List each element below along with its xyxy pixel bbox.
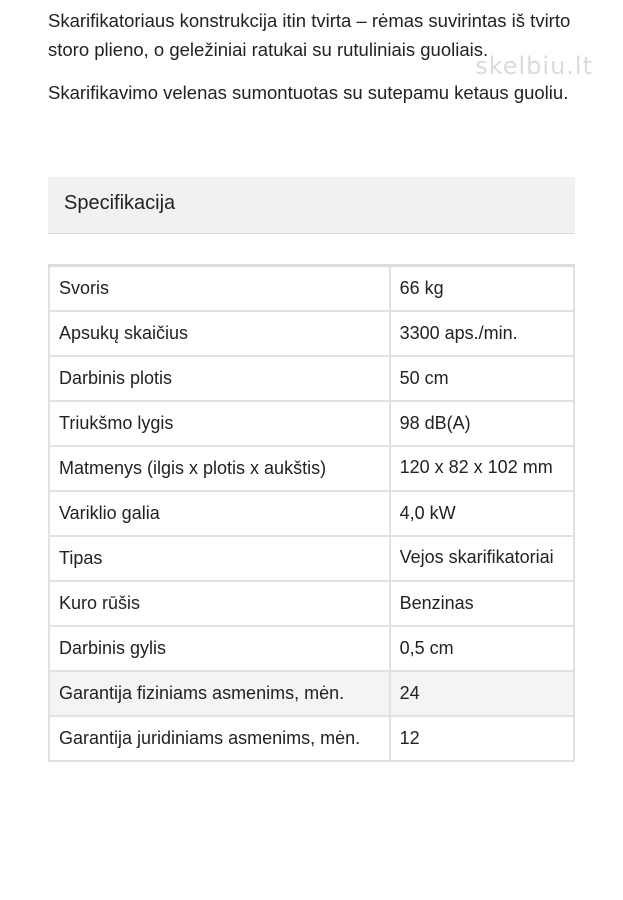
spec-value: 3300 aps./min. — [390, 311, 574, 356]
spec-label: Garantija juridiniams asmenims, mėn. — [49, 716, 390, 761]
spec-label: Triukšmo lygis — [49, 401, 390, 446]
spec-value: 120 x 82 x 102 mm — [390, 446, 574, 491]
spec-row — [49, 626, 574, 671]
description-paragraph-2: Skarifikavimo velenas sumontuotas su sutepamu ketaus guoliu. — [48, 82, 569, 103]
spec-section-title: Specifikacija — [64, 192, 176, 214]
spec-label: Kuro rūšis — [49, 581, 390, 626]
spec-label: Matmenys (ilgis x plotis x aukštis) — [49, 446, 390, 491]
description-paragraph-1: Skarifikatoriaus konstrukcija itin tvirta – rėmas suvirintas iš tvirto storo plieno, o geležiniai ratukai su rutuliniais guoliais. — [48, 10, 571, 60]
spec-row — [49, 491, 574, 536]
spec-label: Variklio galia — [49, 491, 390, 536]
spec-row — [49, 581, 574, 626]
spec-label: Tipas — [49, 536, 390, 581]
spec-value: 98 dB(A) — [390, 401, 574, 446]
spec-row — [49, 536, 574, 581]
spec-section-header — [48, 177, 575, 234]
spec-label: Svoris — [49, 266, 390, 312]
spec-value: 24 — [390, 671, 574, 716]
spec-row — [49, 671, 574, 716]
spec-table — [48, 264, 575, 762]
spec-row — [49, 356, 574, 401]
spec-value: 12 — [390, 716, 574, 761]
spec-value: 66 kg — [390, 266, 574, 312]
spec-label: Darbinis plotis — [49, 356, 390, 401]
spec-value: 0,5 cm — [390, 626, 574, 671]
spec-row — [49, 401, 574, 446]
spec-label: Garantija fiziniams asmenims, mėn. — [49, 671, 390, 716]
spec-row — [49, 311, 574, 356]
spec-value: Benzinas — [390, 581, 574, 626]
spec-value: 4,0 kW — [390, 491, 574, 536]
spec-label: Apsukų skaičius — [49, 311, 390, 356]
spec-row — [49, 266, 574, 312]
spec-value: Vejos skarifikatoriai — [390, 536, 574, 581]
spec-row — [49, 446, 574, 491]
spec-label: Darbinis gylis — [49, 626, 390, 671]
spec-value: 50 cm — [390, 356, 574, 401]
watermark-logo: skelbiu.lt — [475, 52, 593, 80]
spec-row — [49, 716, 574, 761]
